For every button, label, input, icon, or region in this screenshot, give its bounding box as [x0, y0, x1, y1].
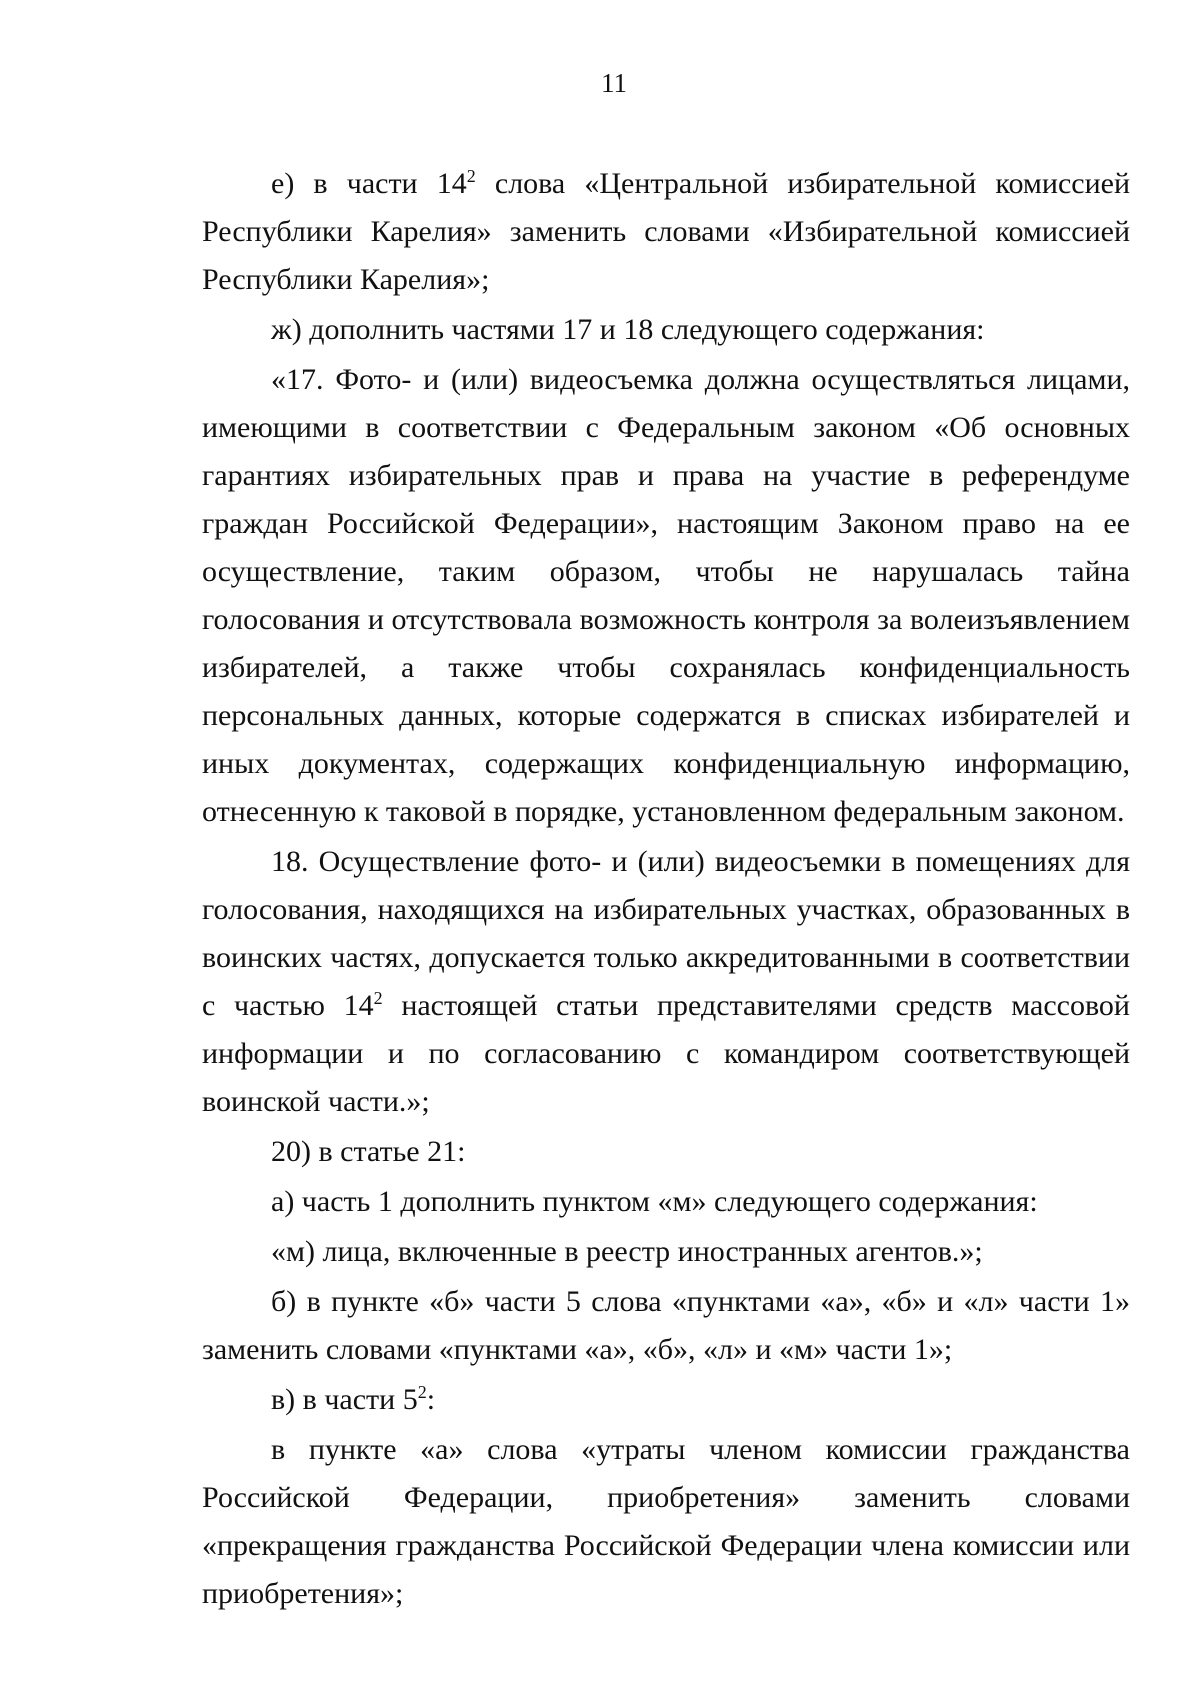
- page-number: 11: [601, 68, 627, 98]
- paragraph-e-start: е) в части 14: [271, 167, 467, 200]
- paragraph-18-end: настоящей статьи представителями средств массовой информации и по согласованию с командиром соответствующей воинской части.»;: [202, 989, 1130, 1118]
- paragraph-v-start: в) в части 5: [271, 1383, 418, 1416]
- paragraph-a: а) часть 1 дополнить пунктом «м» следующего содержания:: [271, 1185, 1038, 1218]
- paragraph-v-end: :: [426, 1383, 436, 1416]
- paragraph-b: б) в пункте «б» части 5 слова «пунктами «а», «б» и «л» части 1» заменить словами «пунктами «а», «б», «л» и «м» части 1»;: [202, 1285, 1130, 1366]
- paragraph-20: 20) в статье 21:: [271, 1135, 466, 1168]
- superscript: 2: [466, 166, 476, 186]
- paragraph-18-start: 18. Осуществление фото- и (или) видеосъемки в помещениях для голосования, находящихся на избирательных участках, образованных в воинских частях, допускается только аккредитованными в соответствии с частью 14: [202, 845, 1130, 1022]
- paragraph-m: «м) лица, включенные в реестр иностранных агентов.»;: [271, 1235, 983, 1268]
- superscript: 2: [417, 1382, 427, 1402]
- paragraph-17: «17. Фото- и (или) видеосъемка должна осуществляться лицами, имеющими в соответствии с Федеральным законом «Об основных гарантиях избирательных прав и права на участие в референдуме граждан Российской Федерации», настоящим Законом право на ее осуществление, таким образом, чтобы не нарушалась тайна голосования и отсутствовала возможность контроля за волеизъявлением избирателей, а также чтобы сохранялась конфиденциальность персональных данных, которые содержатся в списках избирателей и иных документах, содержащих конфиденциальную информацию, отнесенную к таковой в порядке, установленном федеральным законом.: [202, 363, 1130, 828]
- paragraph-e: [202, 160, 1130, 304]
- document-body: [202, 160, 1130, 1620]
- paragraph-e-end: слова «Центральной избирательной комиссией Республики Карелия» заменить словами «Избирательной комиссией Республики Карелия»;: [202, 167, 1131, 296]
- paragraph-v: [202, 1376, 1130, 1424]
- paragraph-v-a: в пункте «а» слова «утраты членом комиссии гражданства Российской Федерации, приобретения» заменить словами «прекращения гражданства Российской Федерации члена комиссии или приобретения»;: [202, 1433, 1130, 1610]
- paragraph-zh: ж) дополнить частями 17 и 18 следующего содержания:: [271, 313, 985, 346]
- superscript: 2: [373, 988, 383, 1008]
- paragraph-18: [202, 838, 1130, 1126]
